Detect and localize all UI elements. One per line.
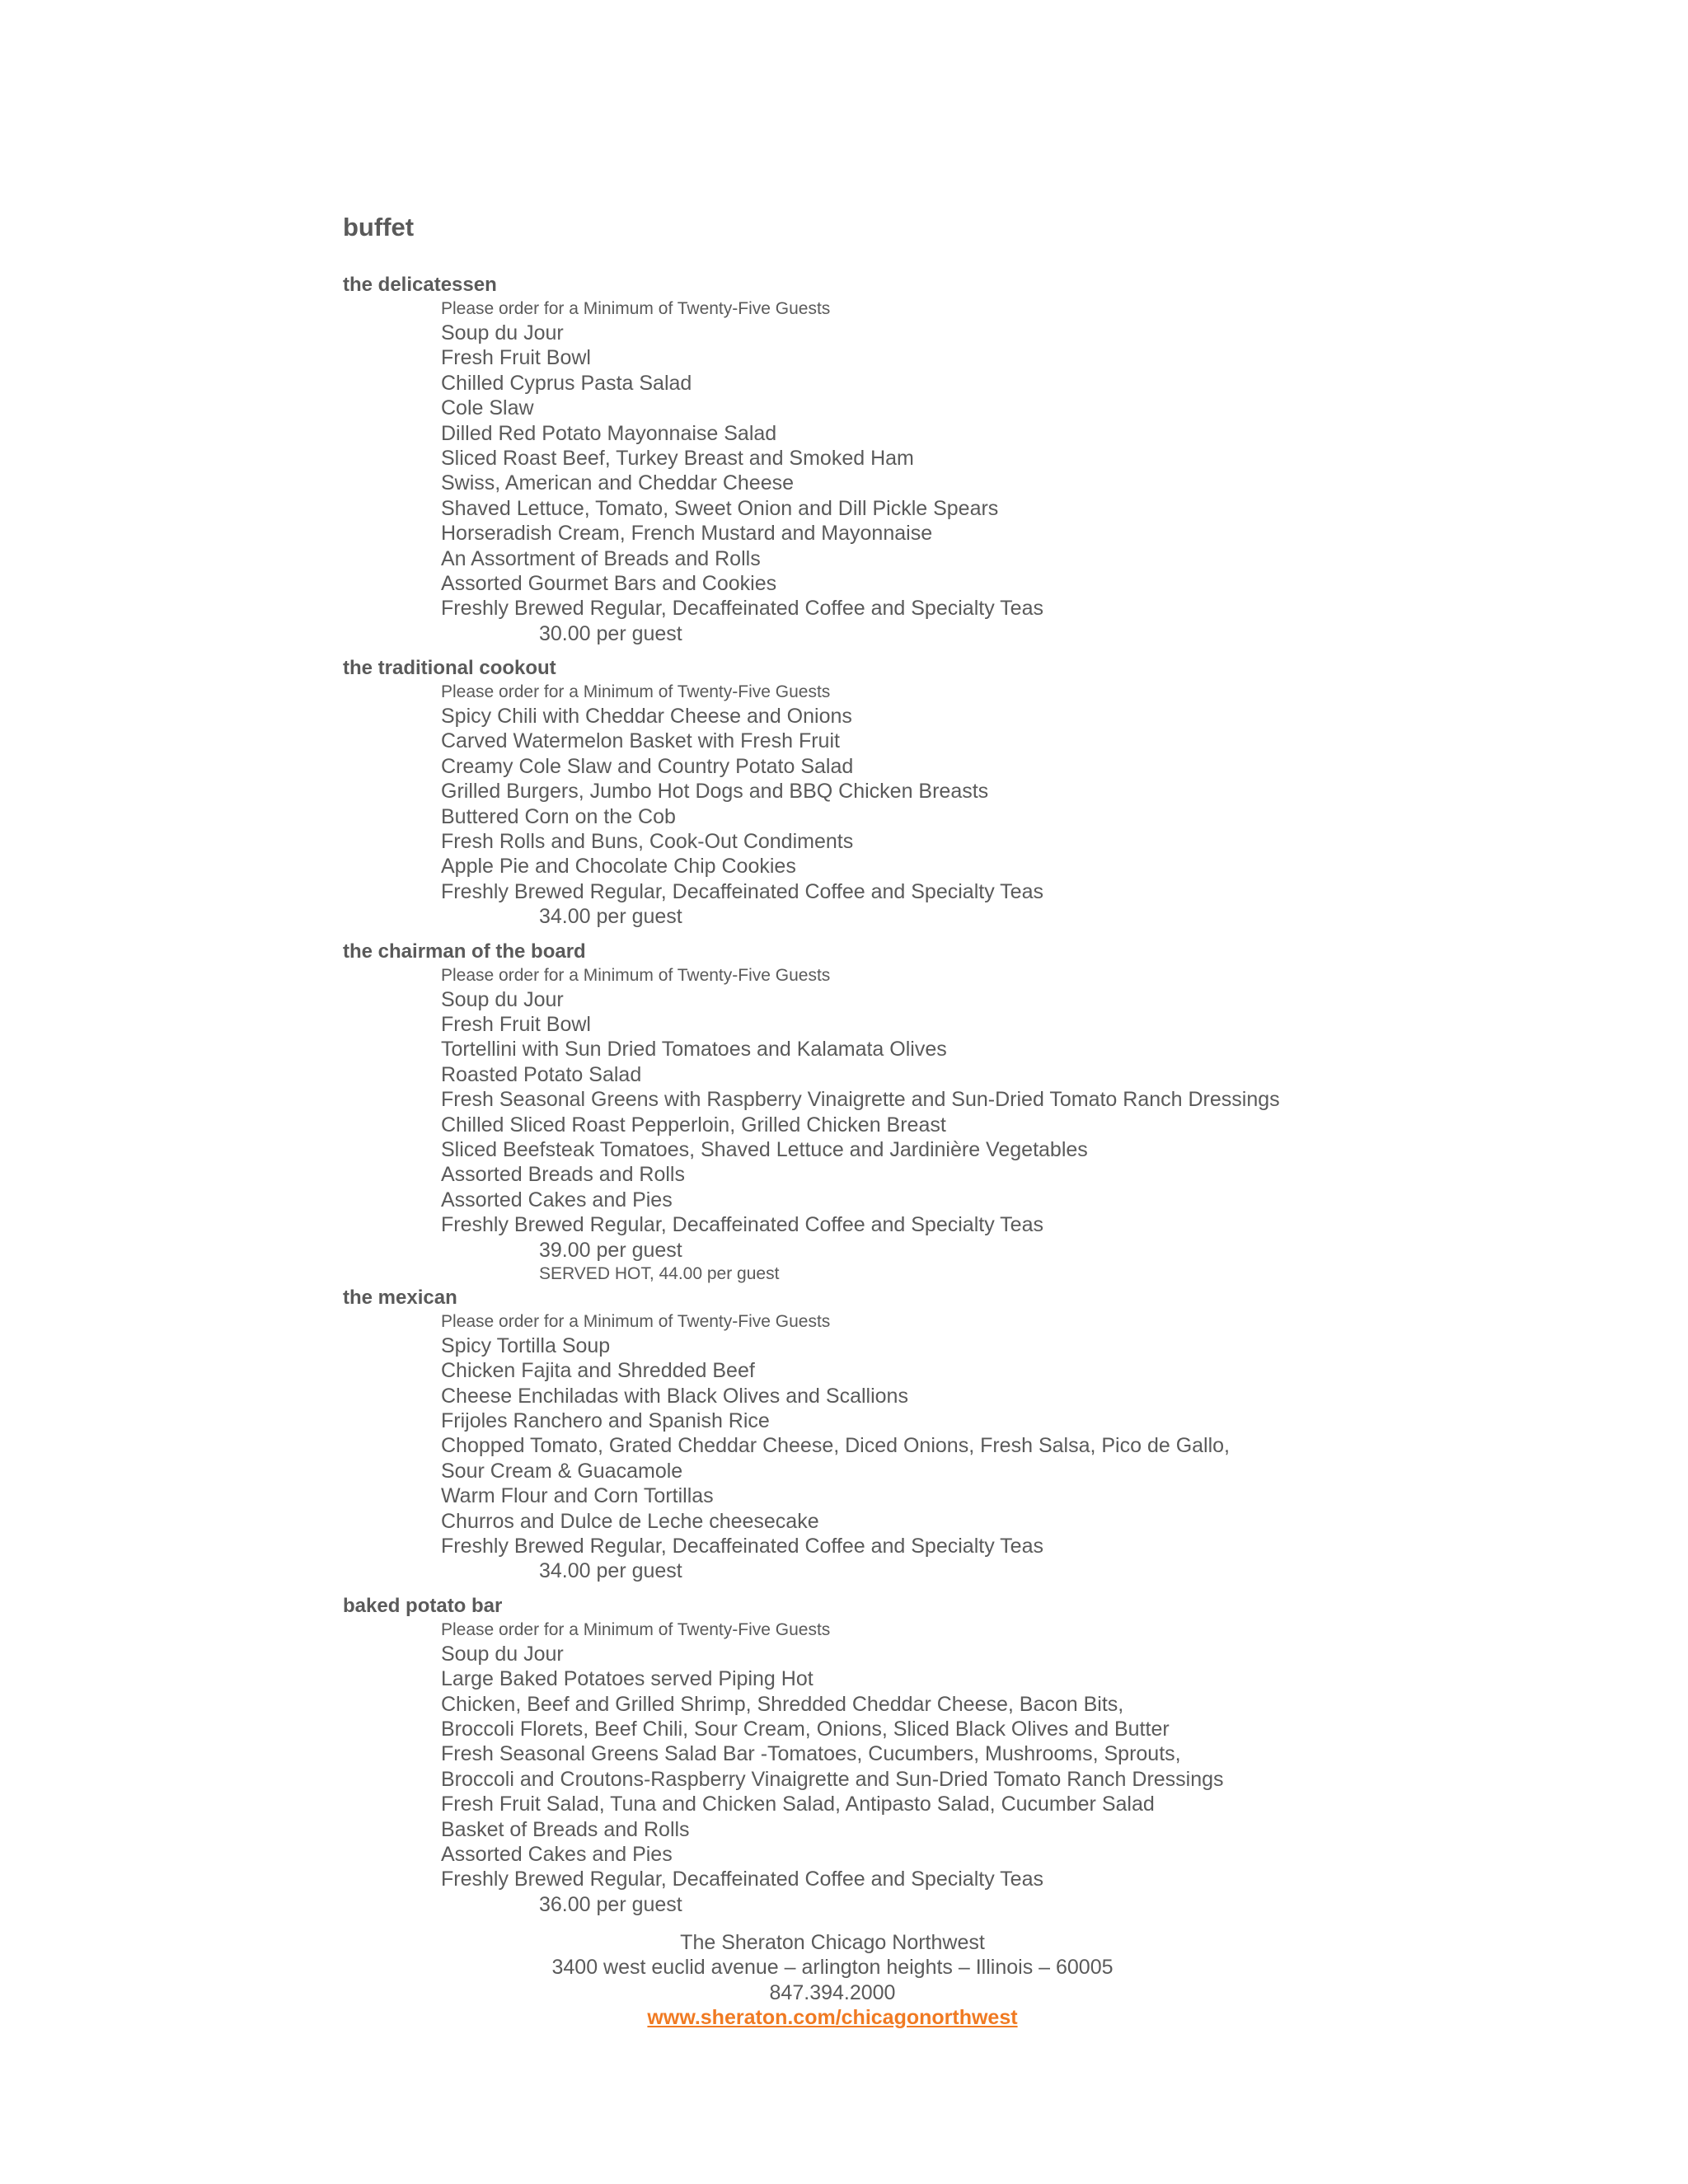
menu-item: Swiss, American and Cheddar Cheese — [441, 471, 795, 495]
menu-item: Apple Pie and Chocolate Chip Cookies — [441, 855, 796, 879]
minimum-guests-note: Please order for a Minimum of Twenty-Five Guests — [441, 1619, 831, 1639]
menu-item: Cole Slaw — [441, 396, 534, 420]
menu-item: Freshly Brewed Regular, Decaffeinated Coffee and Specialty Teas — [441, 1868, 1043, 1891]
price: 36.00 per guest — [539, 1892, 682, 1916]
menu-item: Creamy Cole Slaw and Country Potato Salad — [441, 754, 854, 778]
section-title: the traditional cookout — [343, 657, 556, 680]
menu-item: Buttered Corn on the Cob — [441, 804, 676, 828]
menu-section-mexican — [343, 1286, 1678, 1584]
section-title: baked potato bar — [343, 1594, 503, 1617]
menu-item: Sliced Beefsteak Tomatoes, Shaved Lettuce and Jardinière Vegetables — [441, 1137, 1088, 1161]
menu-item: Frijoles Ranchero and Spanish Rice — [441, 1409, 770, 1433]
price: 39.00 per guest — [539, 1238, 682, 1262]
minimum-guests-note: Please order for a Minimum of Twenty-Five Guests — [441, 965, 831, 985]
menu-item: Chilled Sliced Roast Pepperloin, Grilled Chicken Breast — [441, 1113, 946, 1137]
menu-item: Fresh Fruit Bowl — [441, 1012, 591, 1036]
menu-item: Fresh Seasonal Greens Salad Bar -Tomatoes, Cucumbers, Mushrooms, Sprouts, — [441, 1742, 1181, 1766]
menu-item: Sour Cream & Guacamole — [441, 1459, 683, 1483]
menu-item: Chopped Tomato, Grated Cheddar Cheese, Diced Onions, Fresh Salsa, Pico de Gallo, — [441, 1434, 1231, 1458]
price: 30.00 per guest — [539, 621, 682, 645]
menu-item: Cheese Enchiladas with Black Olives and Scallions — [441, 1384, 908, 1408]
menu-item: Assorted Breads and Rolls — [441, 1163, 685, 1187]
menu-item: Freshly Brewed Regular, Decaffeinated Coffee and Specialty Teas — [441, 1535, 1043, 1558]
hotel-name: The Sheraton Chicago Northwest — [680, 1931, 985, 1954]
hotel-phone: 847.394.2000 — [769, 1980, 896, 2004]
section-title: the chairman of the board — [343, 940, 586, 963]
menu-item: Soup du Jour — [441, 321, 564, 344]
menu-item: Large Baked Potatoes served Piping Hot — [441, 1667, 814, 1691]
hotel-website-link[interactable]: www.sheraton.com/chicagonorthwest — [647, 2006, 1018, 2030]
served-hot-price: SERVED HOT, 44.00 per guest — [539, 1263, 780, 1283]
menu-item: Assorted Cakes and Pies — [441, 1188, 673, 1212]
menu-item: Chicken, Beef and Grilled Shrimp, Shredded Cheddar Cheese, Bacon Bits, — [441, 1692, 1124, 1716]
section-title: the delicatessen — [343, 274, 497, 296]
menu-item: Chilled Cyprus Pasta Salad — [441, 371, 692, 395]
menu-item: Soup du Jour — [441, 1642, 564, 1666]
minimum-guests-note: Please order for a Minimum of Twenty-Five Guests — [441, 682, 831, 702]
menu-item: Fresh Seasonal Greens with Raspberry Vinaigrette and Sun-Dried Tomato Ranch Dressings — [441, 1088, 1280, 1112]
menu-section-chairman-of-the-board — [343, 940, 1678, 1286]
menu-item: Basket of Breads and Rolls — [441, 1817, 690, 1841]
menu-item: Horseradish Cream, French Mustard and Mayonnaise — [441, 522, 933, 546]
menu-item: Warm Flour and Corn Tortillas — [441, 1484, 714, 1508]
section-title: the mexican — [343, 1286, 457, 1309]
hotel-footer — [0, 1930, 1665, 2031]
minimum-guests-note: Please order for a Minimum of Twenty-Five Guests — [441, 1311, 831, 1331]
menu-section-traditional-cookout — [343, 656, 1678, 930]
menu-item: Assorted Gourmet Bars and Cookies — [441, 571, 777, 595]
menu-section-baked-potato-bar — [343, 1594, 1678, 1917]
menu-item: Freshly Brewed Regular, Decaffeinated Coffee and Specialty Teas — [441, 597, 1043, 621]
menu-item: Fresh Fruit Bowl — [441, 346, 591, 370]
menu-item: Shaved Lettuce, Tomato, Sweet Onion and Dill Pickle Spears — [441, 496, 999, 520]
menu-item: Carved Watermelon Basket with Fresh Fruit — [441, 729, 840, 753]
menu-item: Freshly Brewed Regular, Decaffeinated Coffee and Specialty Teas — [441, 1213, 1043, 1237]
menu-item: Tortellini with Sun Dried Tomatoes and Kalamata Olives — [441, 1038, 947, 1062]
buffet-menu — [343, 273, 1678, 1927]
menu-item: Spicy Tortilla Soup — [441, 1333, 611, 1357]
menu-item: Dilled Red Potato Mayonnaise Salad — [441, 421, 777, 445]
menu-item: Broccoli and Croutons-Raspberry Vinaigrette and Sun-Dried Tomato Ranch Dressings — [441, 1767, 1224, 1791]
menu-item: Soup du Jour — [441, 987, 564, 1011]
menu-item: An Assortment of Breads and Rolls — [441, 546, 761, 570]
menu-item: Fresh Rolls and Buns, Cook-Out Condiments — [441, 830, 854, 854]
menu-item: Spicy Chili with Cheddar Cheese and Onions — [441, 705, 852, 729]
menu-item: Grilled Burgers, Jumbo Hot Dogs and BBQ Chicken Breasts — [441, 780, 989, 804]
menu-section-delicatessen — [343, 273, 1678, 646]
menu-item: Fresh Fruit Salad, Tuna and Chicken Salad, Antipasto Salad, Cucumber Salad — [441, 1793, 1155, 1816]
page-title: buffet — [343, 213, 415, 241]
menu-item: Chicken Fajita and Shredded Beef — [441, 1359, 755, 1383]
minimum-guests-note: Please order for a Minimum of Twenty-Five Guests — [441, 299, 831, 318]
price: 34.00 per guest — [539, 905, 682, 929]
menu-item: Assorted Cakes and Pies — [441, 1842, 673, 1866]
menu-item: Freshly Brewed Regular, Decaffeinated Coffee and Specialty Teas — [441, 879, 1043, 903]
menu-item: Sliced Roast Beef, Turkey Breast and Smoked Ham — [441, 446, 914, 470]
hotel-address: 3400 west euclid avenue – arlington heights – Illinois – 60005 — [551, 1956, 1114, 1980]
price: 34.00 per guest — [539, 1559, 682, 1583]
menu-item: Roasted Potato Salad — [441, 1062, 642, 1086]
menu-item: Churros and Dulce de Leche cheesecake — [441, 1509, 819, 1533]
menu-item: Broccoli Florets, Beef Chili, Sour Cream, Onions, Sliced Black Olives and Butter — [441, 1717, 1170, 1741]
